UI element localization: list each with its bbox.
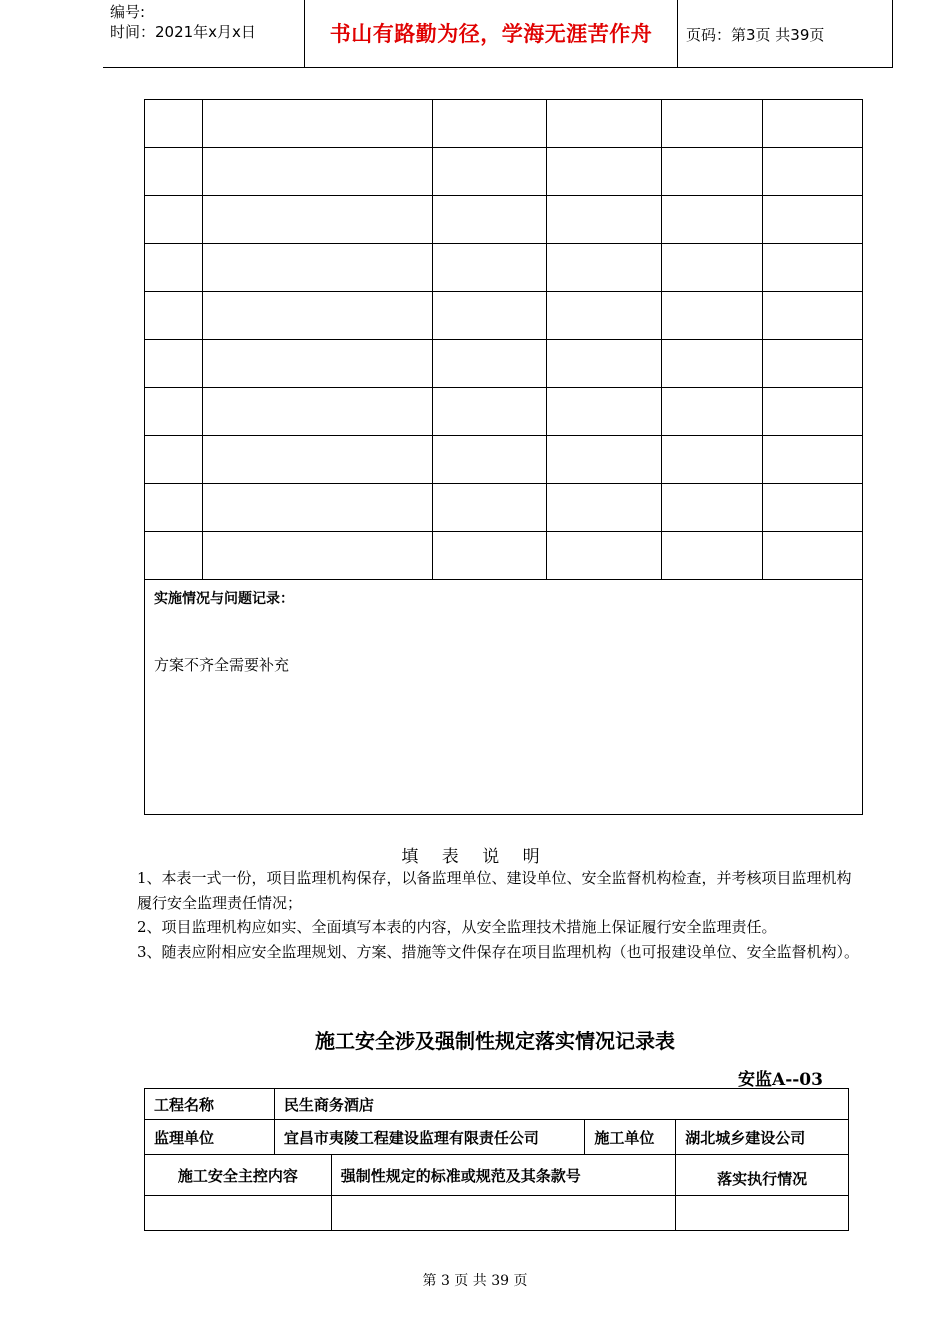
table-row [145, 340, 863, 388]
table-cell[interactable] [202, 388, 432, 436]
column-header-row [145, 1155, 849, 1196]
project-name-value[interactable]: 民生商务酒店 [274, 1089, 848, 1120]
unit-row [145, 1120, 849, 1155]
project-row [145, 1089, 849, 1120]
construction-label: 施工单位 [585, 1120, 676, 1155]
construction-value[interactable]: 湖北城乡建设公司 [676, 1120, 849, 1155]
table-row [145, 148, 863, 196]
header-meta [110, 2, 256, 42]
supervision-value[interactable]: 宜昌市夷陵工程建设监理有限责任公司 [274, 1120, 585, 1155]
notes-row [145, 580, 863, 815]
entry-cell[interactable] [676, 1196, 849, 1231]
supervision-label: 监理单位 [145, 1120, 275, 1155]
table-cell[interactable] [547, 292, 662, 340]
table-cell[interactable] [202, 148, 432, 196]
entry-cell[interactable] [331, 1196, 675, 1231]
table-row [145, 532, 863, 580]
table-cell[interactable] [662, 196, 763, 244]
table-cell[interactable] [547, 100, 662, 148]
notes-title: 实施情况与问题记录： [154, 591, 294, 607]
table-cell[interactable] [662, 292, 763, 340]
instruction-item: 3、随表应附相应安全监理规划、方案、措施等文件保存在项目监理机构（也可报建设单位、安全监督机构）。 [137, 942, 860, 961]
table-cell[interactable] [662, 436, 763, 484]
table-cell[interactable] [763, 100, 863, 148]
header-motto: 书山有路勤为径，学海无涯苦作舟 [329, 22, 653, 46]
table-cell[interactable] [547, 484, 662, 532]
column-header-status: 落实执行情况 [676, 1155, 849, 1196]
table-cell[interactable] [145, 436, 203, 484]
table-cell[interactable] [763, 196, 863, 244]
table-cell[interactable] [145, 484, 203, 532]
table-cell[interactable] [763, 532, 863, 580]
table-row [145, 196, 863, 244]
table-cell[interactable] [202, 292, 432, 340]
table-cell[interactable] [662, 532, 763, 580]
column-header-standard: 强制性规定的标准或规范及其条款号 [331, 1155, 675, 1196]
table-cell[interactable] [432, 292, 547, 340]
table-cell[interactable] [763, 388, 863, 436]
instructions-title: 填 表 说 明 [401, 847, 549, 867]
header-divider [892, 0, 893, 68]
table-cell[interactable] [547, 436, 662, 484]
column-header-control: 施工安全主控内容 [145, 1155, 332, 1196]
table-cell[interactable] [202, 100, 432, 148]
table-cell[interactable] [547, 388, 662, 436]
table-cell[interactable] [662, 484, 763, 532]
table-cell[interactable] [547, 148, 662, 196]
table-cell[interactable] [763, 148, 863, 196]
table-cell[interactable] [202, 196, 432, 244]
code-label: 编号: [110, 3, 146, 21]
table-cell[interactable] [662, 244, 763, 292]
header-rule [103, 67, 893, 68]
instruction-item: 2、项目监理机构应如实、全面填写本表的内容，从安全监理技术措施上保证履行安全监理责任。 [137, 918, 777, 936]
table-row [145, 388, 863, 436]
table-cell[interactable] [432, 244, 547, 292]
instruction-item: 1、本表一式一份，项目监理机构保存，以备监理单位、建设单位、安全监督机构检查，并考核项目监理机构履行安全监理责任情况； [137, 869, 852, 912]
table-cell[interactable] [763, 484, 863, 532]
notes-cell[interactable] [145, 580, 863, 815]
record-table-body [145, 100, 863, 580]
form-title: 施工安全涉及强制性规定落实情况记录表 [315, 1029, 675, 1053]
entry-row [145, 1196, 849, 1231]
table-cell[interactable] [662, 340, 763, 388]
table-cell[interactable] [432, 388, 547, 436]
table-cell[interactable] [763, 436, 863, 484]
header-divider [677, 0, 678, 68]
table-row [145, 100, 863, 148]
table-cell[interactable] [547, 532, 662, 580]
table-cell[interactable] [202, 436, 432, 484]
table-row [145, 292, 863, 340]
notes-body: 方案不齐全需要补充 [154, 656, 290, 674]
table-cell[interactable] [432, 196, 547, 244]
table-cell[interactable] [145, 292, 203, 340]
table-cell[interactable] [145, 148, 203, 196]
table-cell[interactable] [763, 292, 863, 340]
form-code: 安监A--03 [738, 1070, 823, 1090]
table-cell[interactable] [662, 148, 763, 196]
instructions-list [137, 866, 861, 964]
table-cell[interactable] [432, 532, 547, 580]
table-cell[interactable] [547, 340, 662, 388]
table-cell[interactable] [763, 340, 863, 388]
table-cell[interactable] [763, 244, 863, 292]
table-cell[interactable] [432, 100, 547, 148]
table-cell[interactable] [202, 340, 432, 388]
table-cell[interactable] [432, 340, 547, 388]
table-row [145, 484, 863, 532]
table-cell[interactable] [202, 484, 432, 532]
table-row [145, 244, 863, 292]
table-cell[interactable] [547, 244, 662, 292]
header-page-info: 页码：第3页 共39页 [686, 26, 825, 44]
table-cell[interactable] [662, 100, 763, 148]
table-cell[interactable] [145, 388, 203, 436]
time-label: 时间：2021年x月x日 [110, 23, 256, 41]
project-name-label: 工程名称 [145, 1089, 275, 1120]
table-cell[interactable] [662, 388, 763, 436]
table-row [145, 436, 863, 484]
table-cell[interactable] [145, 532, 203, 580]
table-cell[interactable] [432, 436, 547, 484]
table-cell[interactable] [145, 100, 203, 148]
table-cell[interactable] [145, 196, 203, 244]
table-cell[interactable] [202, 244, 432, 292]
table-cell[interactable] [432, 484, 547, 532]
table-cell[interactable] [145, 244, 203, 292]
table-cell[interactable] [547, 196, 662, 244]
table-cell[interactable] [145, 340, 203, 388]
table-cell[interactable] [432, 148, 547, 196]
record-table [144, 99, 863, 815]
entry-cell[interactable] [145, 1196, 332, 1231]
table-cell[interactable] [202, 532, 432, 580]
compliance-table [144, 1088, 849, 1231]
page-footer: 第 3 页 共 39 页 [422, 1273, 528, 1289]
